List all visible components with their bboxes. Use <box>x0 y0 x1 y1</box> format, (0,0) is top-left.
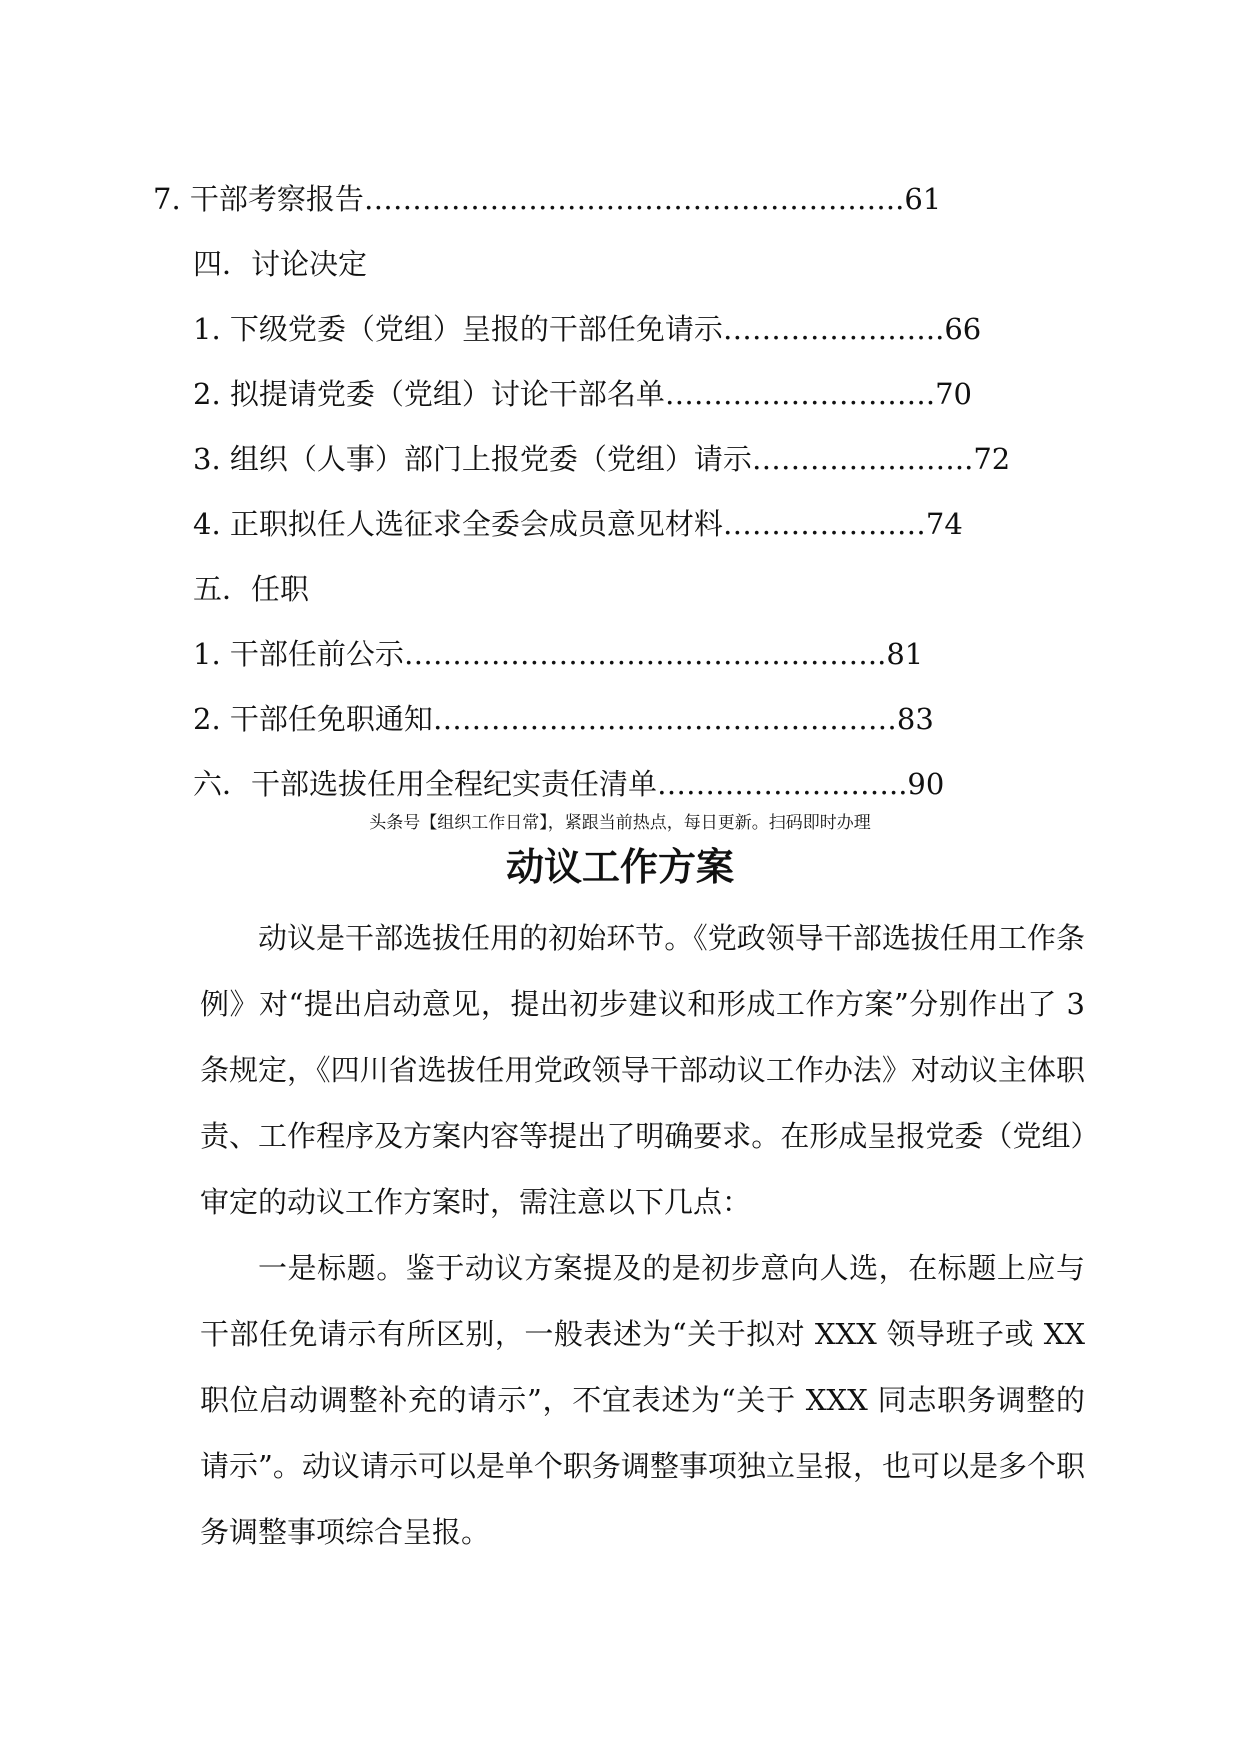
toc-section-6-heading: 六．干部选拔任用全程纪实责任清单……………………..90 <box>193 767 945 801</box>
article-paragraph: 动议是干部选拔任用的初始环节。《党政领导干部选拔任用工作条例》对“提出启动意见，提出初步建议和形成工作方案”分别作出了 3 条规定，《四川省选拔任用党政领导干部动议工作办法》对动议主体职责、工作程序及方案内容等提出了明确要求。在形成呈报党委（党组）审定的动议工作方案时，需注意以下几点： <box>200 921 1085 1219</box>
article-paragraph: 一是标题。鉴于动议方案提及的是初步意向人选，在标题上应与干部任免请示有所区别，一般表述为“关于拟对 XXX 领导班子或 XX 职位启动调整补充的请示”，不宜表述为“关于 XXX 同志职务调整的请示”。动议请示可以是单个职务调整事项独立呈报，也可以是多个职务调整事项综合呈报。 <box>200 1251 1085 1549</box>
toc-s5-item-1: 1. 干部任前公示…………………………………………..81 <box>193 637 924 671</box>
toc-item-7: 7. 干部考察报告………………………………………………..61 <box>153 182 942 216</box>
toc-s4-item-2: 2. 拟提请党委（党组）讨论干部名单……………………….70 <box>193 377 973 411</box>
toc-s4-item-3: 3. 组织（人事）部门上报党委（党组）请示…………………..72 <box>193 442 1011 476</box>
toc-section-4-heading: 四．讨论决定 <box>193 247 368 281</box>
toc-s5-item-2: 2. 干部任免职通知…………………………………………83 <box>193 702 934 736</box>
article-title: 动议工作方案 <box>505 845 734 889</box>
toc-s4-item-1: 1. 下级党委（党组）呈报的干部任免请示…………………..66 <box>193 312 982 346</box>
toc-s4-item-4: 4. 正职拟任人选征求全委会成员意见材料…………………74 <box>193 507 963 541</box>
header-note: 头条号【组织工作日常】，紧跟当前热点，每日更新。扫码即时办理 <box>369 813 871 833</box>
toc-section-5-heading: 五．任职 <box>193 572 310 606</box>
